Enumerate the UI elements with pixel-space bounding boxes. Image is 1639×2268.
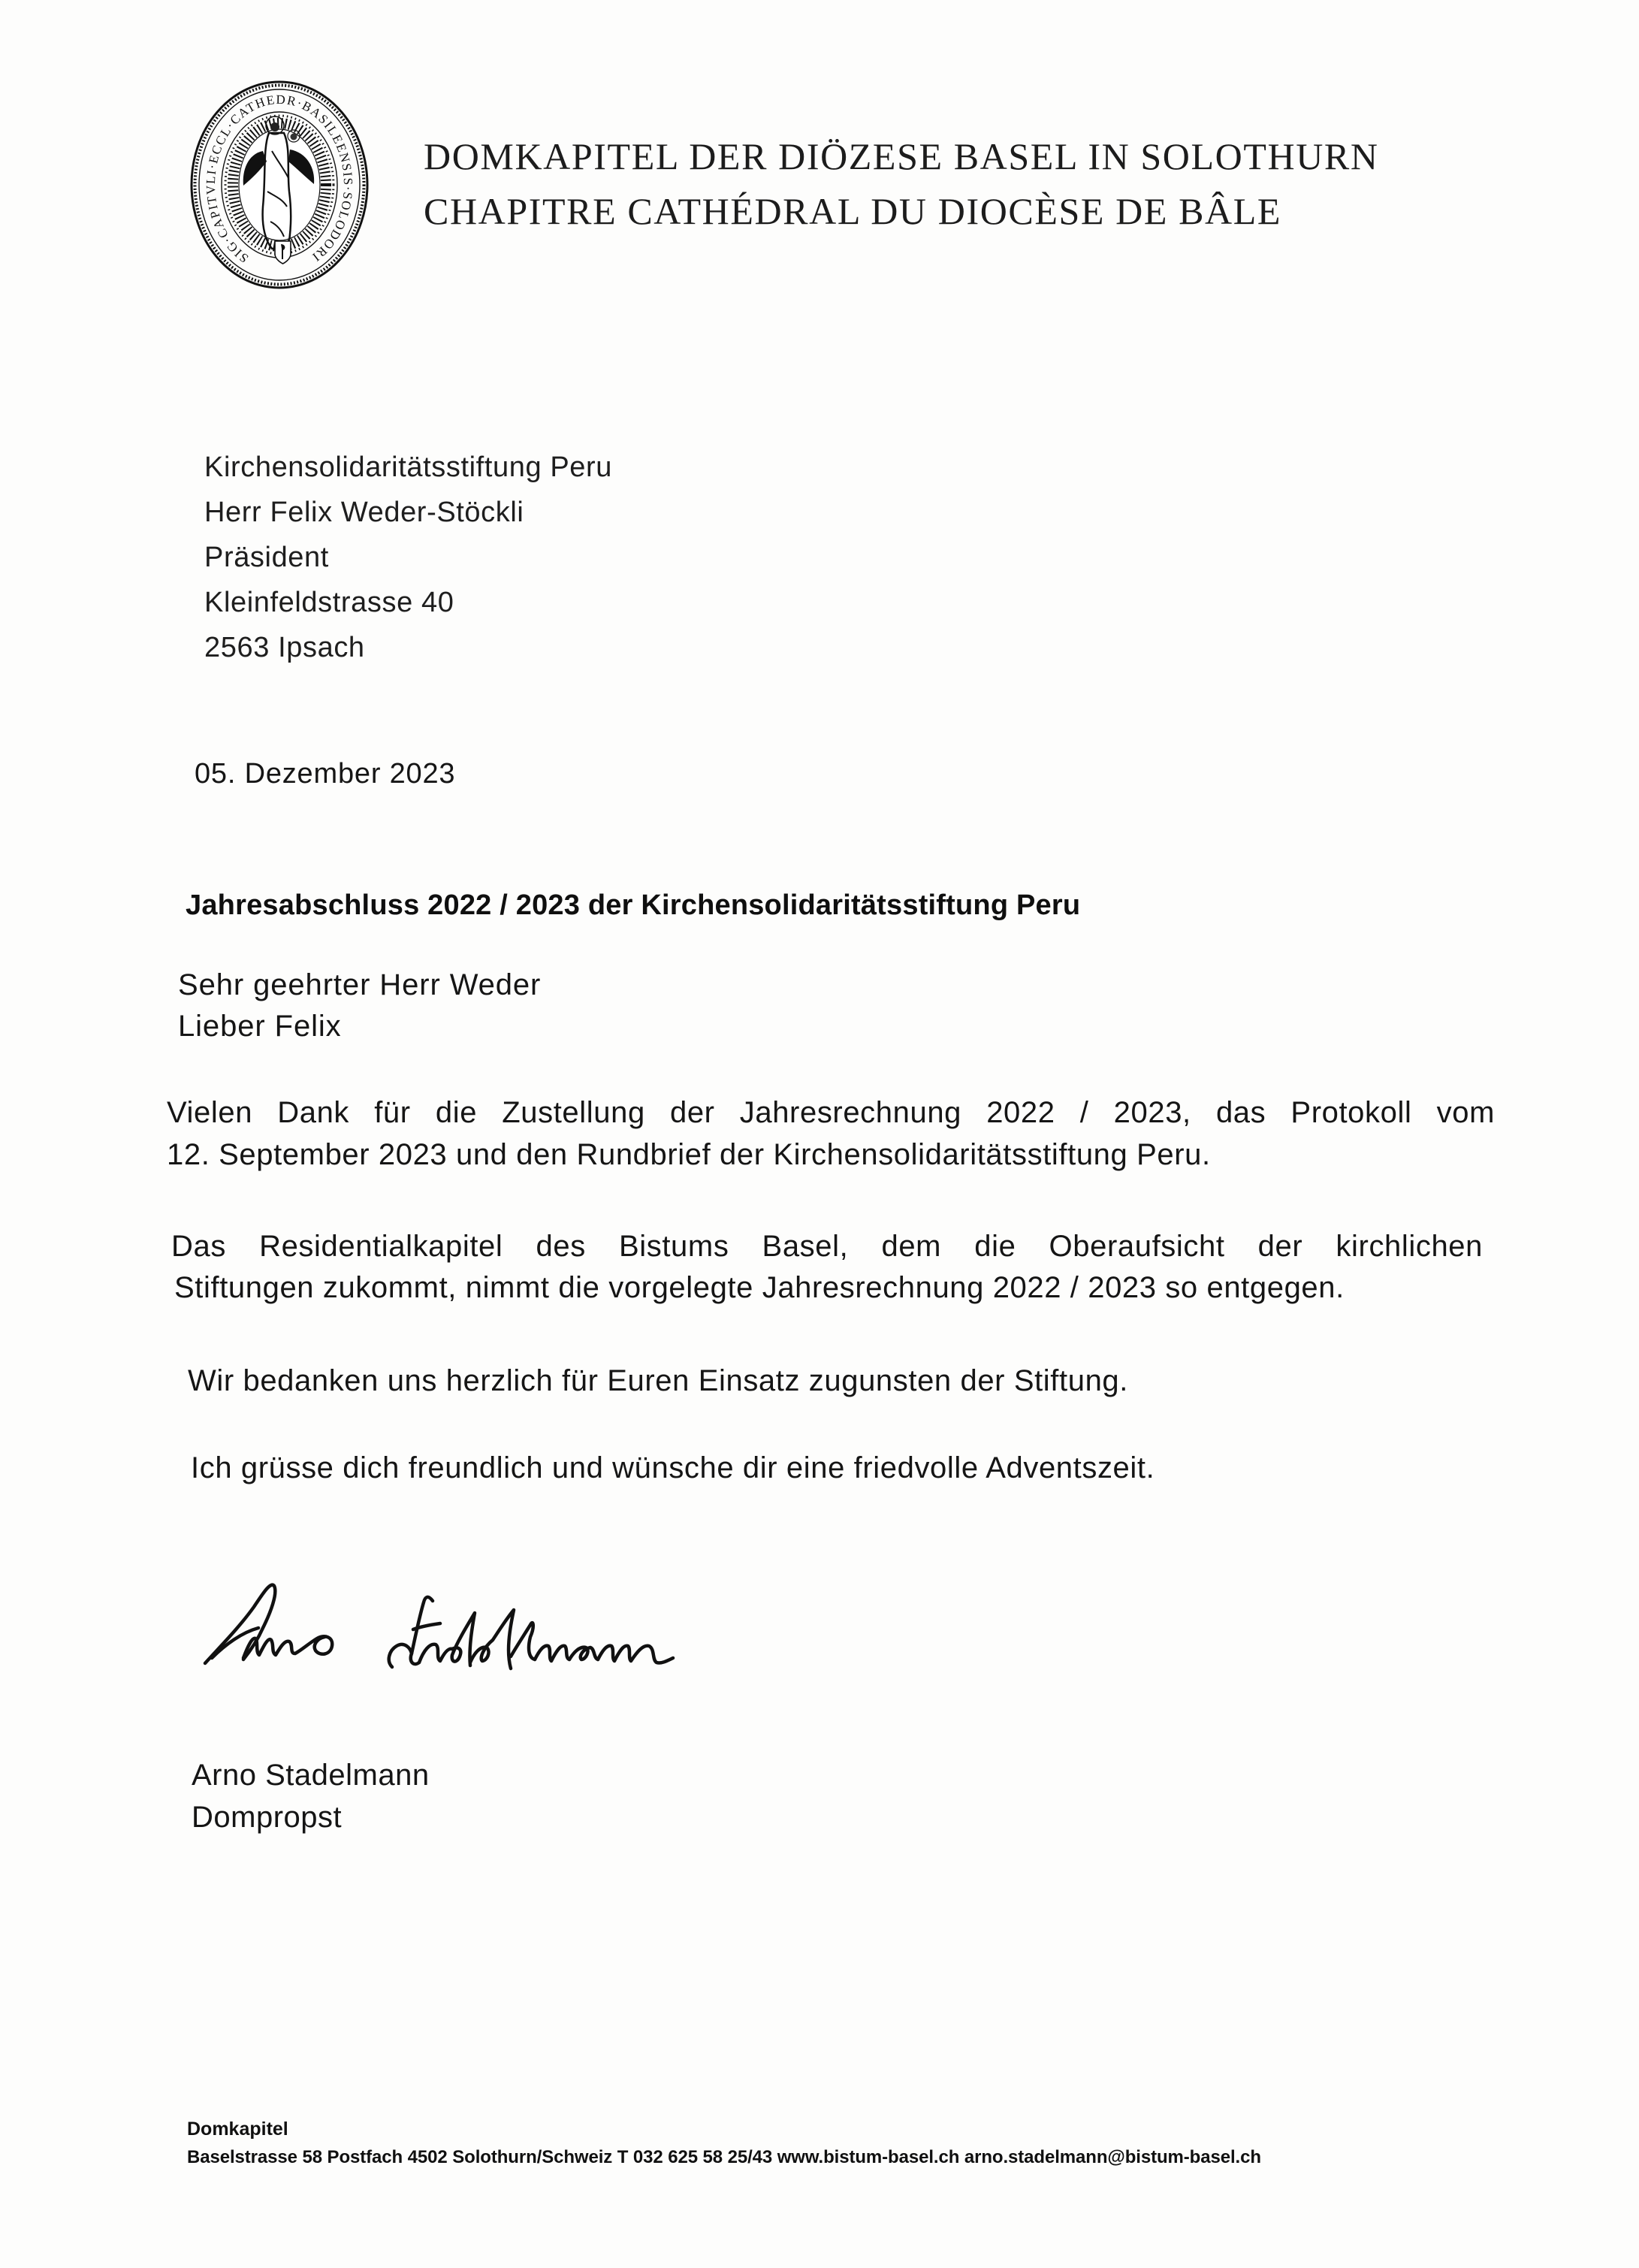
letter-footer [187, 2115, 1261, 2171]
letterhead-title-german: DOMKAPITEL DER DIÖZESE BASEL IN SOLOTHURN [424, 135, 1379, 177]
signatory-block [192, 1754, 430, 1838]
chapter-seal-logo [188, 79, 372, 291]
salutation-formal: Sehr geehrter Herr Weder [178, 968, 542, 1001]
body-paragraph-2-line-1: Das Residentialkapitel des Bistums Basel, dem die Oberaufsicht der kirchlichen [171, 1230, 1483, 1263]
recipient-name: Herr Felix Weder-Stöckli [204, 497, 524, 528]
handwritten-signature [195, 1574, 691, 1687]
body-paragraph-2-line-2: Stiftungen zukommt, nimmt die vorgelegte Jahresrechnung 2022 / 2023 so entgegen. [174, 1271, 1345, 1304]
letterhead-title-french: CHAPITRE CATHÉDRAL DU DIOCÈSE DE BÂLE [424, 190, 1282, 232]
recipient-role: Präsident [204, 542, 329, 573]
footer-organization: Domkapitel [187, 2119, 288, 2140]
signatory-name: Arno Stadelmann [192, 1759, 430, 1792]
body-paragraph-thanks: Wir bedanken uns herzlich für Euren Einsatz zugunsten der Stiftung. [188, 1364, 1128, 1397]
recipient-city: 2563 Ipsach [204, 632, 365, 663]
body-paragraph-1-line-2: 12. September 2023 und den Rundbrief der Kirchensolidaritätsstiftung Peru. [167, 1138, 1211, 1171]
letter-date: 05. Dezember 2023 [195, 758, 456, 790]
recipient-street: Kleinfeldstrasse 40 [204, 587, 454, 618]
salutation [178, 965, 541, 1047]
seal-inscription: SIG·CAPITVLI·ECCL·CATHEDR·BASILEENSIS·SOLODORI [203, 92, 356, 266]
body-paragraph-1-line-1: Vielen Dank für die Zustellung der Jahresrechnung 2022 / 2023, das Protokoll vom [167, 1096, 1495, 1129]
signatory-title: Dompropst [192, 1801, 343, 1834]
recipient-organization: Kirchensolidaritätsstiftung Peru [204, 451, 613, 483]
letter-subject: Jahresabschluss 2022 / 2023 der Kirchensolidaritätsstiftung Peru [186, 889, 1081, 921]
salutation-informal: Lieber Felix [178, 1010, 342, 1043]
recipient-address [204, 445, 612, 670]
body-paragraph-closing: Ich grüsse dich freundlich und wünsche dir eine friedvolle Adventszeit. [191, 1451, 1155, 1484]
footer-contact-details: Baselstrasse 58 Postfach 4502 Solothurn/Schweiz T 032 625 58 25/43 www.bistum-basel.ch arno.stadelmann@bistum-basel.ch [187, 2147, 1261, 2167]
